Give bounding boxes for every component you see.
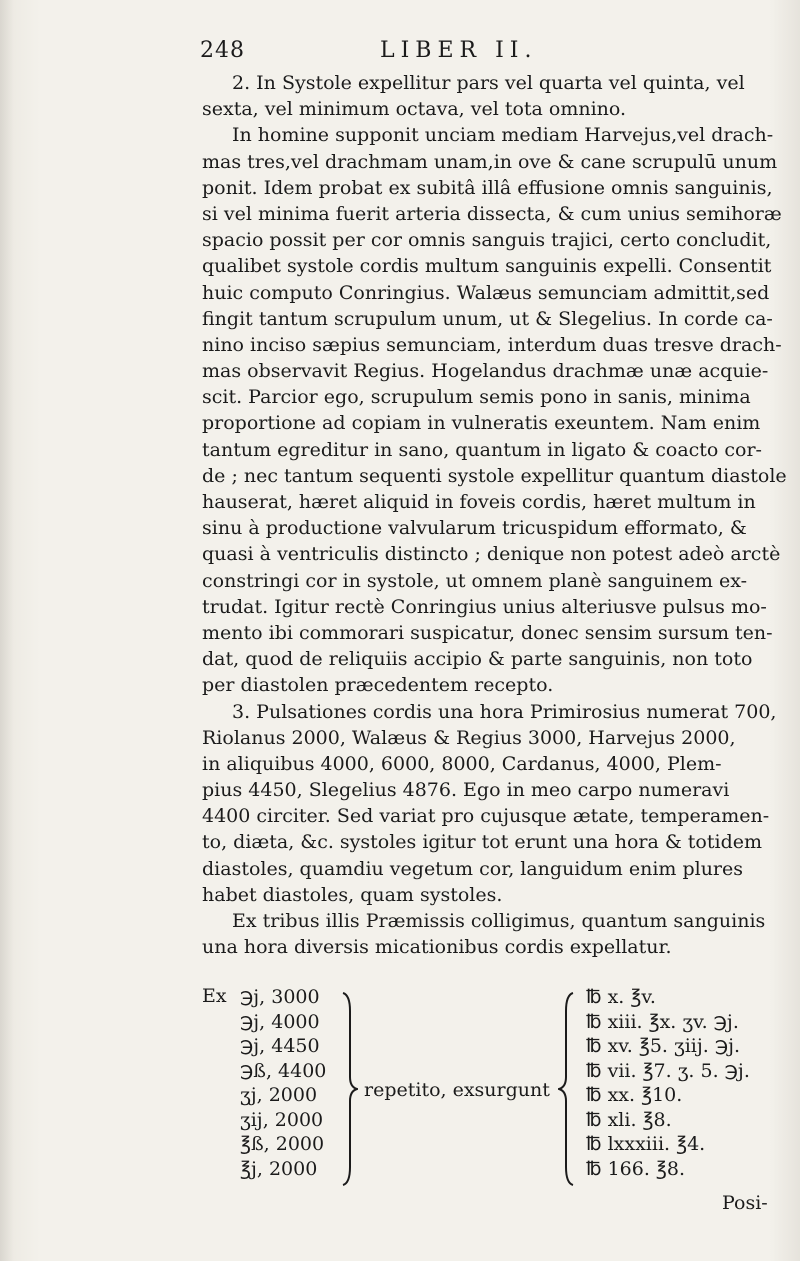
dose-row: ℥ß, 2000 [240,1133,325,1155]
text-line: spacio possit per cor omnis sanguis trajici, certo concludit, [202,229,772,252]
result-row: ℔ vii. ℥7. ʒ. 5. ℈j. [586,1059,750,1082]
result-row: ℔ lxxxiii. ℥4. [586,1133,706,1155]
dose-row: ℈j, 3000 [240,986,320,1008]
text-line: huic computo Conringius. Walæus semunciam admittit,sed [202,281,770,304]
text-line: 4400 circiter. Sed variat pro cujusque ætate, temperamen- [202,805,770,828]
text-line: si vel minima fuerit arteria dissecta, & cum unius semihoræ [202,202,782,225]
text-line: constringi cor in systole, ut omnem planè sanguinem ex- [202,569,748,592]
table-ex-word: Ex [202,985,227,1007]
result-row: ℔ xiii. ℥x. ʒv. ℈j. [586,1010,739,1033]
text-line: pius 4450, Slegelius 4876. Ego in meo carpo numeravi [202,779,730,802]
dose-table [202,985,782,1195]
text-line: qualibet systole cordis multum sanguinis expelli. Consentit [202,255,772,278]
result-row: ℔ xv. ℥5. ʒiij. ℈j. [586,1035,741,1057]
text-line: nino inciso sæpius semunciam, interdum duas tresve drach- [202,333,782,356]
text-line: sexta, vel minimum octava, vel tota omnino. [202,98,627,121]
text-line: sinu à productione valvularum tricuspidum efformato, & [202,517,747,540]
catchword: Posi- [722,1192,768,1214]
text-line: to, diæta, &c. systoles igitur tot erunt una hora & totidem [202,831,763,854]
text-line: de ; nec tantum sequenti systole expellitur quantum diastole [202,464,787,487]
text-line: tantum egreditur in sano, quantum in ligato & coacto cor- [202,438,762,461]
body-text [202,70,787,960]
text-line: in aliquibus 4000, 6000, 8000, Cardanus, 4000, Plem- [202,752,722,775]
running-title: LIBER II. [380,38,538,63]
result-row: ℔ xli. ℥8. [586,1108,672,1131]
text-line: 2. In Systole expellitur pars vel quarta vel quinta, vel [232,72,745,94]
text-line: Ex tribus illis Præmissis colligimus, quantum sanguinis [232,910,766,932]
left-brace [340,991,358,1187]
page-number: 248 [200,38,245,63]
right-brace [558,991,576,1187]
result-column [586,985,750,1181]
text-line: mento ibi commorari suspicatur, donec sensim sursum ten- [202,621,773,644]
table-middle-text: repetito, exsurgunt [364,1079,550,1101]
dose-row: ℈j, 4000 [240,1010,320,1033]
text-line: mas observavit Regius. Hogelandus drachmæ unæ acquie- [202,360,769,383]
text-line: diastoles, quamdiu vegetum cor, languidum enim plures [202,857,744,880]
dose-row: ℈j, 4450 [240,1035,320,1057]
text-line: hauserat, hæret aliquid in foveis cordis, hæret multum in [202,491,756,513]
result-row: ℔ x. ℥v. [586,986,656,1008]
dose-row: ℥j, 2000 [240,1157,318,1180]
text-line: fingit tantum scrupulum unum, ut & Slegelius. In corde ca- [202,307,773,330]
text-line: dat, quod de reliquiis accipio & parte sanguinis, non toto [202,648,753,671]
text-line: proportione ad copiam in vulneratis exeuntem. Nam enim [202,412,761,435]
text-line: mas tres,vel drachmam unam,in ove & cane scrupulū unum [202,150,778,173]
dose-row: ʒij, 2000 [240,1108,324,1131]
dose-row: ℈ß, 4400 [240,1059,327,1082]
page-header [200,38,760,68]
text-line: trudat. Igitur rectè Conringius unius alteriusve pulsus mo- [202,595,767,618]
text-line: quasi à ventriculis distincto ; denique non potest adeò arctè [202,543,781,566]
text-line: habet diastoles, quam systoles. [202,883,503,906]
text-line: ponit. Idem probat ex subitâ illâ effusione omnis sanguinis, [202,176,773,199]
text-line: In homine supponit unciam mediam Harvejus,vel drach- [232,124,774,147]
text-line: scit. Parcior ego, scrupulum semis pono in sanis, minima [202,386,751,409]
dose-row: ʒj, 2000 [240,1084,318,1106]
result-row: ℔ 166. ℥8. [586,1157,686,1180]
text-line: per diastolen præcedentem recepto. [202,674,554,697]
dose-column [240,985,326,1181]
result-row: ℔ xx. ℥10. [586,1084,683,1106]
text-line: 3. Pulsationes cordis una hora Primirosius numerat 700, [232,700,777,723]
text-line: Riolanus 2000, Walæus & Regius 3000, Harvejus 2000, [202,726,736,749]
text-line: una hora diversis micationibus cordis expellatur. [202,936,672,959]
